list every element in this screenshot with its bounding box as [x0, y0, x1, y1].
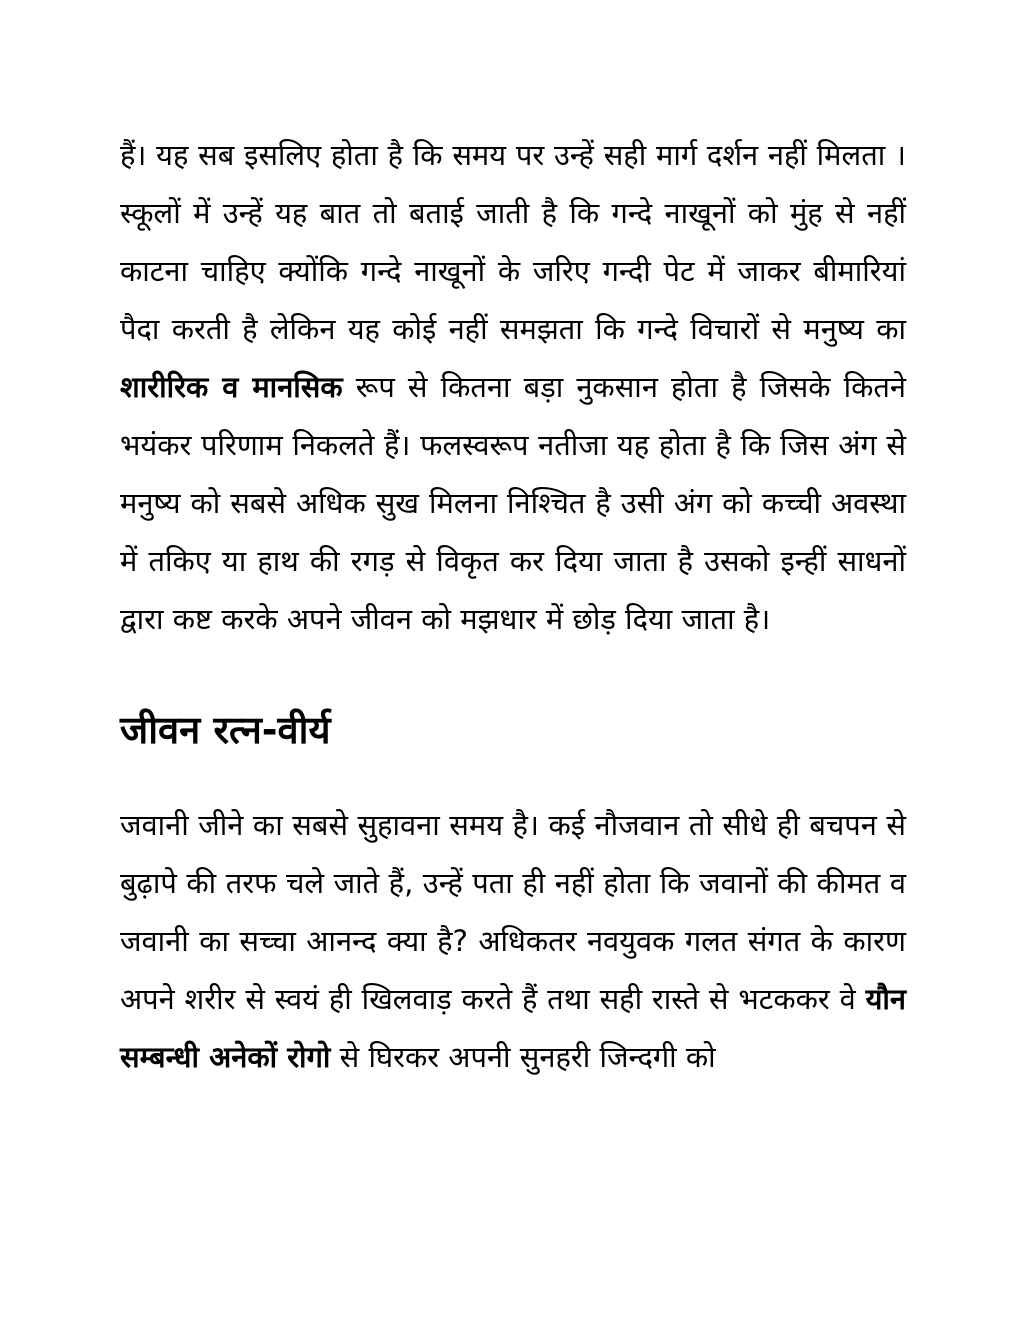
paragraph-1-bold-phrase: शारीरिक व मानसिक — [120, 370, 343, 404]
paragraph-1 — [120, 126, 906, 648]
paragraph-2 — [120, 796, 906, 1086]
paragraph-1-text-start: हैं। यह सब इसलिए होता है कि समय पर उन्हें सही मार्ग दर्शन नहीं मिलता । स्कूलों में उन्हें यह बात तो बताई जाती है कि गन्दे नाखूनों को मुंह से नहीं काटना चाहिए क्योंकि गन्दे नाखूनों के जरिए गन्दी पेट में जाकर बीमारियां पैदा करती है लेकिन यह कोई नहीं समझता कि गन्दे विचारों से मनुष्य का — [120, 138, 906, 346]
paragraph-1-text-end: रूप से कितना बड़ा नुकसान होता है जिसके कितने भयंकर परिणाम निकलते हैं। फलस्वरूप नतीजा यह होता है कि जिस अंग से मनुष्य को सबसे अधिक सुख मिलना निश्चित है उसी अंग को कच्ची अवस्था में तकिए या हाथ की रगड़ से विकृत कर दिया जाता है उसको इन्हीं साधनों द्वारा कष्ट करके अपने जीवन को मझधार में छोड़ दिया जाता है। — [120, 370, 906, 636]
paragraph-2-bold-phrase: यौन सम्बन्धी अनेकों रोगो — [120, 982, 906, 1074]
paragraph-2-text-end: से घिरकर अपनी सुनहरी जिन्दगी को — [330, 1040, 716, 1074]
paragraph-2-text-start: जवानी जीने का सबसे सुहावना समय है। कई नौजवान तो सीधे ही बचपन से बुढ़ापे की तरफ चले जाते हैं, उन्हें पता ही नहीं होता कि जवानों की कीमत व जवानी का सच्चा आनन्द क्या है? अधिकतर नवयुवक गलत संगत के कारण अपने शरीर से स्वयं ही खिलवाड़ करते हैं तथा सही रास्ते से भटककर वे — [120, 808, 906, 1016]
section-heading: जीवन रत्न-वीर्य — [120, 708, 331, 752]
document-page — [120, 126, 906, 1086]
